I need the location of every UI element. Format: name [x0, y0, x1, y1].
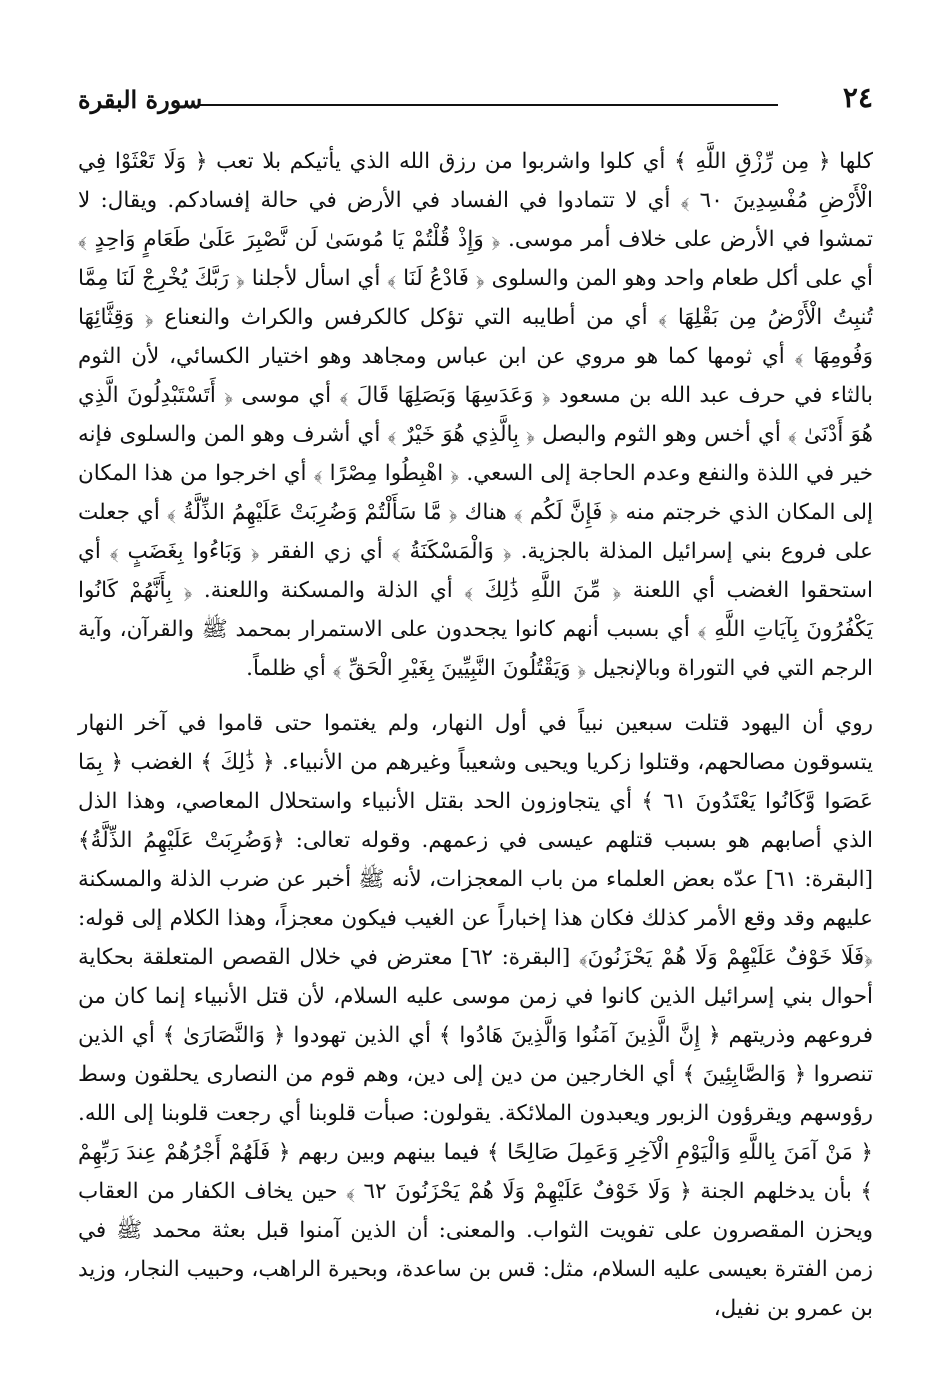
- page-number: ٢٤: [842, 81, 873, 114]
- paragraph: [78, 142, 873, 688]
- body-text: [78, 142, 873, 1328]
- surah-name: سورة البقرة: [78, 85, 203, 114]
- paragraph-text: كلها ﴿ مِن رِّزْقِ اللَّهِ ﴾ أي كلوا واشربوا من رزق الله الذي يأتيكم بلا تعب ﴿ وَلَا تَعْثَوْا فِي الْأَرْضِ مُفْسِدِينَ ٦٠ ﴾ أي لا تتمادوا في الفساد في الأرض في حالة إفسادكم. ويقال: لا تمشوا في الأرض على خلاف أمر موسى. ﴿ وَإِذْ قُلْتُمْ يَا مُوسَىٰ لَن نَّصْبِرَ عَلَىٰ طَعَامٍ وَاحِدٍ ﴾ أي على أكل طعام واحد وهو المن والسلوى ﴿ فَادْعُ لَنَا ﴾ أي اسأل لأجلنا ﴿ رَبَّكَ يُخْرِجْ لَنَا مِمَّا تُنبِتُ الْأَرْضُ مِن بَقْلِهَا ﴾ أي من أطايبه التي تؤكل كالكرفس والكراث والنعناع ﴿ وَقِثَّائِهَا وَفُومِهَا ﴾ أي ثومها كما هو مروي عن ابن عباس ومجاهد وهو اختيار الكسائي، لأن الثوم بالثاء في حرف عبد الله بن مسعود ﴿ وَعَدَسِهَا وَبَصَلِهَا قَالَ ﴾ أي موسى ﴿ أَتَسْتَبْدِلُونَ الَّذِي هُوَ أَدْنَىٰ ﴾ أي أخس وهو الثوم والبصل ﴿ بِالَّذِي هُوَ خَيْرٌ ﴾ أي أشرف وهو المن والسلوى فإنه خير في اللذة والنفع وعدم الحاجة إلى السعي. ﴿ اهْبِطُوا مِصْرًا ﴾ أي اخرجوا من هذا المكان إلى المكان الذي خرجتم منه ﴿ فَإِنَّ لَكُم ﴾ هناك ﴿ مَّا سَأَلْتُمْ وَضُرِبَتْ عَلَيْهِمُ الذِّلَّةُ ﴾ أي جعلت على فروع بني إسرائيل المذلة بالجزية. ﴿ وَالْمَسْكَنَةُ ﴾ أي زي الفقر ﴿ وَبَاءُوا بِغَضَبٍ ﴾ أي استحقوا الغضب أي اللعنة ﴿ مِّنَ اللَّهِ ذَٰلِكَ ﴾ أي الذلة والمسكنة واللعنة. ﴿ بِأَنَّهُمْ كَانُوا يَكْفُرُونَ بِآيَاتِ اللَّهِ ﴾ أي بسبب أنهم كانوا يجحدون على الاستمرار بمحمد ﷺ والقرآن، وآية الرجم التي في التوراة وبالإنجيل ﴿ وَيَقْتُلُونَ النَّبِيِّينَ بِغَيْرِ الْحَقِّ ﴾ أي ظلماً.: [78, 149, 873, 681]
- page-header: [78, 70, 873, 112]
- paragraph: [78, 704, 873, 1328]
- paragraph-text: روي أن اليهود قتلت سبعين نبياً في أول النهار، ولم يغتموا حتى قاموا في آخر النهار يتسوقون مصالحهم، وقتلوا زكريا ويحيى وشعيباً وغيرهم من الأنبياء. ﴿ ذَٰلِكَ ﴾ الغضب ﴿ بِمَا عَصَوا وَّكَانُوا يَعْتَدُونَ ٦١ ﴾ أي يتجاوزون الحد بقتل الأنبياء واستحلال المعاصي، وهذا الذل الذي أصابهم هو بسبب قتلهم عيسى في زعمهم. وقوله تعالى: ﴿وَضُرِبَتْ عَلَيْهِمُ الذِّلَّةُ﴾ [البقرة: ٦١] عدّه بعض العلماء من باب المعجزات، لأنه ﷺ أخبر عن ضرب الذلة والمسكنة عليهم وقد وقع الأمر كذلك فكان هذا إخباراً عن الغيب فيكون معجزاً، وهذا الكلام إلى قوله: ﴿فَلَا خَوْفٌ عَلَيْهِمْ وَلَا هُمْ يَحْزَنُونَ﴾ [البقرة: ٦٢] معترض في خلال القصص المتعلقة بحكاية أحوال بني إسرائيل الذين كانوا في زمن موسى عليه السلام، لأن قتل الأنبياء إنما كان من فروعهم وذريتهم ﴿ إِنَّ الَّذِينَ آمَنُوا وَالَّذِينَ هَادُوا ﴾ أي الذين تهودوا ﴿ وَالنَّصَارَىٰ ﴾ أي الذين تنصروا ﴿ وَالصَّابِئِينَ ﴾ أي الخارجين من دين إلى دين، وهم قوم من النصارى يحلقون وسط رؤوسهم ويقرؤون الزبور ويعبدون الملائكة. يقولون: صبأت قلوبنا أي رجعت قلوبنا إلى الله. ﴿ مَنْ آمَنَ بِاللَّهِ وَالْيَوْمِ الْآخِرِ وَعَمِلَ صَالِحًا ﴾ فيما بينهم وبين ربهم ﴿ فَلَهُمْ أَجْرُهُمْ عِندَ رَبِّهِمْ ﴾ بأن يدخلهم الجنة ﴿ وَلَا خَوْفٌ عَلَيْهِمْ وَلَا هُمْ يَحْزَنُونَ ٦٢ ﴾ حين يخاف الكفار من العقاب ويحزن المقصرون على تفويت الثواب. والمعنى: أن الذين آمنوا قبل بعثة محمد ﷺ في زمن الفترة بعيسى عليه السلام، مثل: قس بن ساعدة، وبحيرة الراهب، وحبيب النجار، وزيد بن عمرو بن نفيل،: [78, 711, 874, 1321]
- header-rule: [198, 104, 778, 106]
